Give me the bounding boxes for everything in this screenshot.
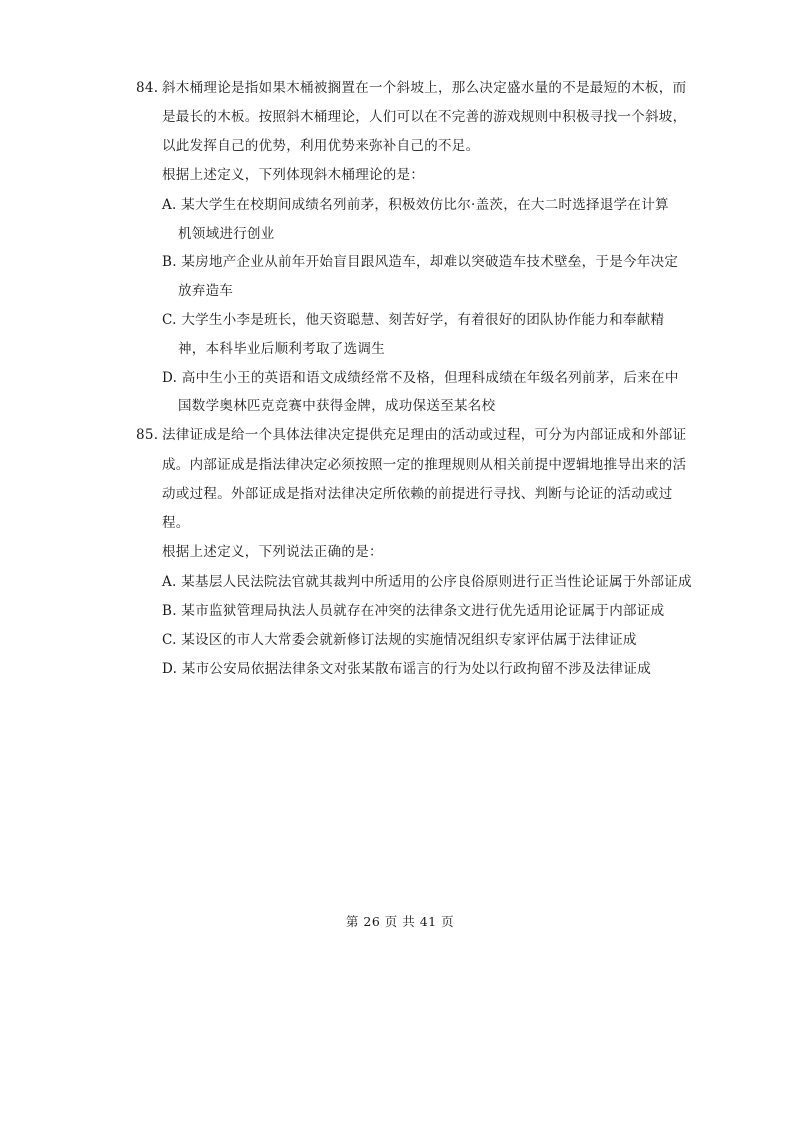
option-b: B. 某市监狱管理局执法人员就存在冲突的法律条文进行优先适用论证属于内部证成 [162,603,665,619]
question-stem-line: 法律证成是给一个具体法律决定提供充足理由的活动或过程，可分为内部证成和外部证 [162,427,687,443]
option-d: D. 高中生小王的英语和语文成绩经常不及格，但理科成绩在年级名列前茅，后来在中 [162,370,679,386]
option-b: B. 某房地产企业从前年开始盲目跟风造车，却难以突破造车技术壁垒，于是今年决定 [162,254,679,270]
option-a: A. 某大学生在校期间成绩名列前茅，积极效仿比尔·盖茨，在大二时选择退学在计算 [162,197,669,213]
question-stem-line: 是最长的木板。按照斜木桶理论，人们可以在不完善的游戏规则中积极寻找一个斜坡， [162,109,687,125]
question-stem-line: 成。内部证成是指法律决定必须按照一定的推理规则从相关前提中逻辑地推导出来的活 [162,457,687,473]
question-stem-line: 斜木桶理论是指如果木桶被搁置在一个斜坡上，那么决定盛水量的不是最短的木板，而 [162,80,687,96]
question-number: 84. [136,80,159,96]
option-c: C. 大学生小李是班长，他天资聪慧、刻苦好学，有着很好的团队协作能力和奉献精 [162,312,665,328]
option-b-cont: 放弃造车 [178,283,234,299]
question-stem-line: 动或过程。外部证成是指对法律决定所依赖的前提进行寻找、判断与论证的活动或过 [162,486,673,502]
option-c: C. 某设区的市人大常委会就新修订法规的实施情况组织专家评估属于法律证成 [162,632,637,648]
page-footer: 第 26 页 共 41 页 [345,914,455,929]
question-number: 85. [136,427,159,443]
option-d-cont: 国数学奥林匹克竞赛中获得金牌，成功保送至某名校 [178,398,496,414]
option-a-cont: 机领域进行创业 [178,226,275,242]
option-c-cont: 神，本科毕业后顺利考取了选调生 [178,341,385,357]
question-prompt: 根据上述定义，下列体现斜木桶理论的是： [162,167,425,183]
question-prompt: 根据上述定义，下列说法正确的是： [162,544,383,560]
question-stem-line: 以此发挥自己的优势，利用优势来弥补自己的不足。 [162,138,480,154]
question-stem-line: 程。 [162,515,190,531]
option-a: A. 某基层人民法院法官就其裁判中所适用的公序良俗原则进行正当性论证属于外部证成 [162,574,692,590]
option-d: D. 某市公安局依据法律条文对张某散布谣言的行为处以行政拘留不涉及法律证成 [162,661,652,677]
